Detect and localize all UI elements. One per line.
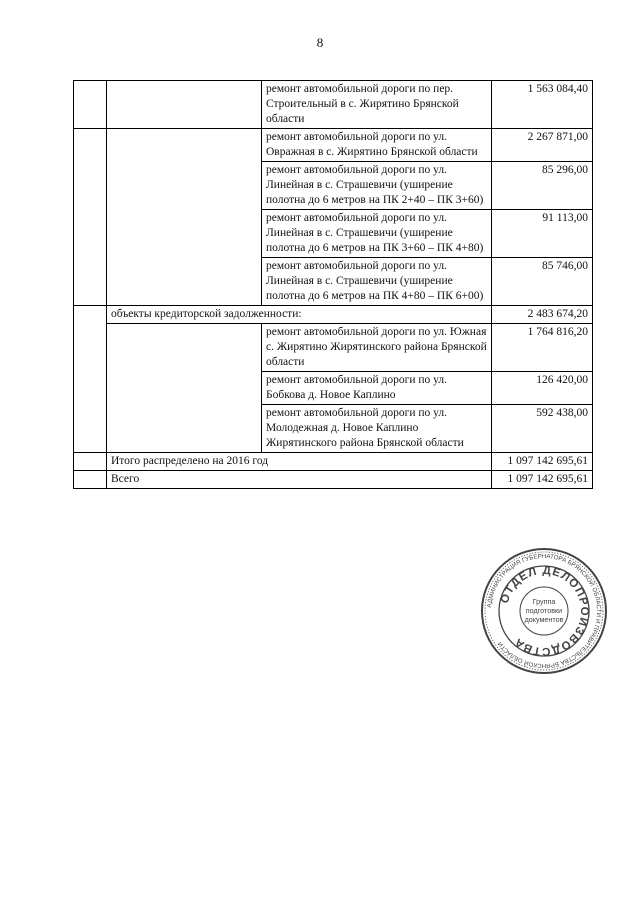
grand-total-amount: 1 097 142 695,61: [492, 471, 593, 489]
item-amount: 85 296,00: [492, 162, 593, 210]
page-number: 8: [316, 35, 324, 50]
empty-cell: [74, 81, 107, 129]
subheader-amount: 2 483 674,20: [492, 306, 593, 324]
item-amount: 1 563 084,40: [492, 81, 593, 129]
item-amount: 2 267 871,00: [492, 129, 593, 162]
item-description: ремонт автомобильной дороги по ул. Молодежная д. Новое Каплино Жирятинского района Брянской области: [262, 405, 492, 453]
stamp-inner-text: ОТДЕЛ ДЕЛОПРОИЗВОДСТВА: [498, 564, 591, 658]
empty-cell: [74, 129, 107, 306]
official-stamp: [479, 546, 609, 676]
table-row: [74, 324, 593, 372]
total-amount: 1 097 142 695,61: [492, 453, 593, 471]
empty-cell: [107, 81, 262, 129]
item-description: ремонт автомобильной дороги по ул. Линейная в с. Страшевичи (уширение полотна до 6 метров на ПК 4+80 – ПК 6+00): [262, 258, 492, 306]
empty-cell: [74, 306, 107, 453]
empty-cell: [74, 471, 107, 489]
item-description: ремонт автомобильной дороги по ул. Южная с. Жирятино Жирятинского района Брянской области: [262, 324, 492, 372]
item-amount: 592 438,00: [492, 405, 593, 453]
subheader-label: объекты кредиторской задолженности:: [107, 306, 492, 324]
item-amount: 91 113,00: [492, 210, 593, 258]
item-amount: 85 746,00: [492, 258, 593, 306]
stamp-outer-text: АДМИНИСТРАЦИЯ ГУБЕРНАТОРА БРЯНСКОЙ ОБЛАСТИ И ПРАВИТЕЛЬСТВА БРЯНСКОЙ ОБЛАСТИ: [486, 552, 603, 670]
grand-total-label: Всего: [107, 471, 492, 489]
stamp-center-line: документов: [524, 615, 564, 624]
empty-cell: [74, 453, 107, 471]
total-label: Итого распределено на 2016 год: [107, 453, 492, 471]
item-description: ремонт автомобильной дороги по ул. Линейная в с. Страшевичи (уширение полотна до 6 метров на ПК 2+40 – ПК 3+60): [262, 162, 492, 210]
grand-total-row: [74, 471, 593, 489]
table-row: [74, 81, 593, 129]
item-description: ремонт автомобильной дороги по ул. Овражная в с. Жирятино Брянской области: [262, 129, 492, 162]
item-amount: 1 764 816,20: [492, 324, 593, 372]
stamp-center-line: Группа: [532, 597, 556, 606]
item-description: ремонт автомобильной дороги по пер. Строительный в с. Жирятино Брянской области: [262, 81, 492, 129]
budget-table: [73, 80, 593, 489]
stamp-center-line: подготовки: [525, 606, 563, 615]
table-row: [74, 129, 593, 162]
item-amount: 126 420,00: [492, 372, 593, 405]
subheader-row: [74, 306, 593, 324]
empty-cell: [107, 129, 262, 306]
item-description: ремонт автомобильной дороги по ул. Бобкова д. Новое Каплино: [262, 372, 492, 405]
total-row: [74, 453, 593, 471]
item-description: ремонт автомобильной дороги по ул. Линейная в с. Страшевичи (уширение полотна до 6 метров на ПК 3+60 – ПК 4+80): [262, 210, 492, 258]
empty-cell: [107, 324, 262, 453]
